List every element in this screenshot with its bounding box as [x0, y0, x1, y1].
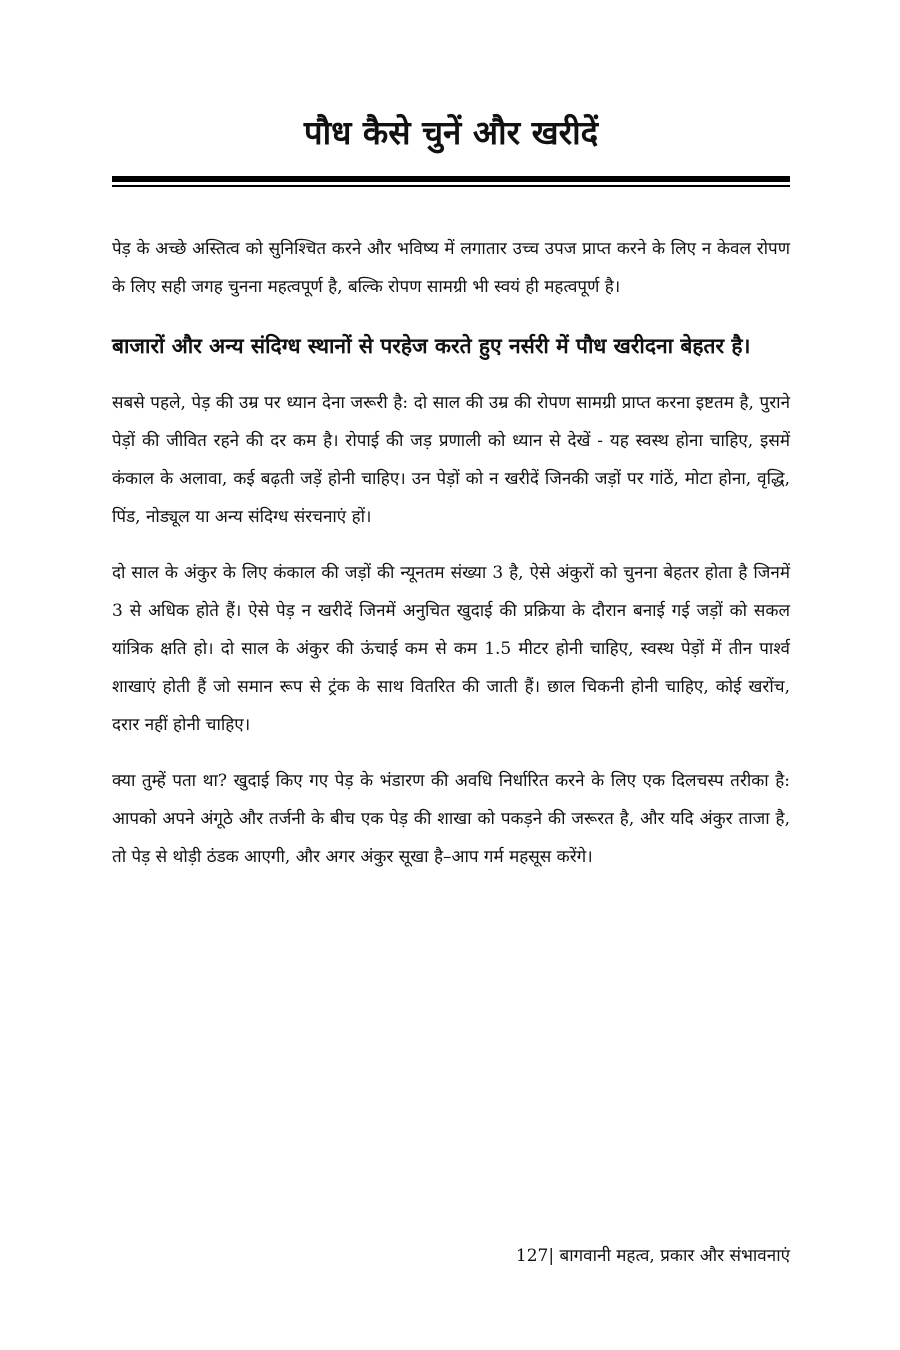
intro-paragraph: पेड़ के अच्छे अस्तित्व को सुनिश्चित करने और भविष्य में लगातार उच्च उपज प्राप्त करने के लिए न केवल रोपण के लिए सही जगह चुनना महत्वपूर्ण है, बल्कि रोपण सामग्री भी स्वयं ही महत्वपूर्ण है।: [112, 239, 790, 297]
page-content: [112, 230, 790, 894]
body-paragraph-roots: दो साल के अंकुर के लिए कंकाल की जड़ों की न्यूनतम संख्या 3 है, ऐसे अंकुरों को चुनना बेहतर होता है जिनमें 3 से अधिक होते हैं। ऐसे पेड़ न खरीदें जिनमें अनुचित खुदाई की प्रक्रिया के दौरान बनाई गई जड़ों को सकल यांत्रिक क्षति हो। दो साल के अंकुर की ऊंचाई कम से कम 1.5 मीटर होनी चाहिए, स्वस्थ पेड़ों में तीन पार्श्व शाखाएं होती हैं जो समान रूप से ट्रंक के साथ वितरित की जाती हैं। छाल चिकनी होनी चाहिए, कोई खरोंच, दरार नहीं होनी चाहिए।: [112, 563, 790, 735]
page-footer: 127| बागवानी महत्व, प्रकार और संभावनाएं: [515, 1246, 790, 1266]
body-paragraph-did-you-know: क्या तुम्हें पता था? खुदाई किए गए पेड़ के भंडारण की अवधि निर्धारित करने के लिए एक दिलचस्प तरीका है: आपको अपने अंगूठे और तर्जनी के बीच एक पेड़ की शाखा को पकड़ने की जरूरत है, और यदि अंकुर ताजा है, तो पेड़ से थोड़ी ठंडक आएगी, और अगर अंकुर सूखा है–आप गर्म महसूस करेंगे।: [112, 771, 790, 867]
title-rule-thin: [112, 185, 790, 187]
page-title: पौध कैसे चुनें और खरीदें: [303, 113, 599, 152]
book-page: [112, 0, 790, 1350]
title-rule-thick: [112, 176, 790, 182]
body-paragraph-tree-age: सबसे पहले, पेड़ की उम्र पर ध्यान देना जरूरी है: दो साल की उम्र की रोपण सामग्री प्राप्त करना इष्टतम है, पुराने पेड़ों की जीवित रहने की दर कम है। रोपाई की जड़ प्रणाली को ध्यान से देखें - यह स्वस्थ होना चाहिए, इसमें कंकाल के अलावा, कई बढ़ती जड़ें होनी चाहिए। उन पेड़ों को न खरीदें जिनकी जड़ों पर गांठें, मोटा होना, वृद्धि, पिंड, नोड्यूल या अन्य संदिग्ध संरचनाएं हों।: [112, 393, 790, 527]
section-subheading: बाजारों और अन्य संदिग्ध स्थानों से परहेज करते हुए नर्सरी में पौध खरीदना बेहतर है।: [112, 334, 751, 358]
